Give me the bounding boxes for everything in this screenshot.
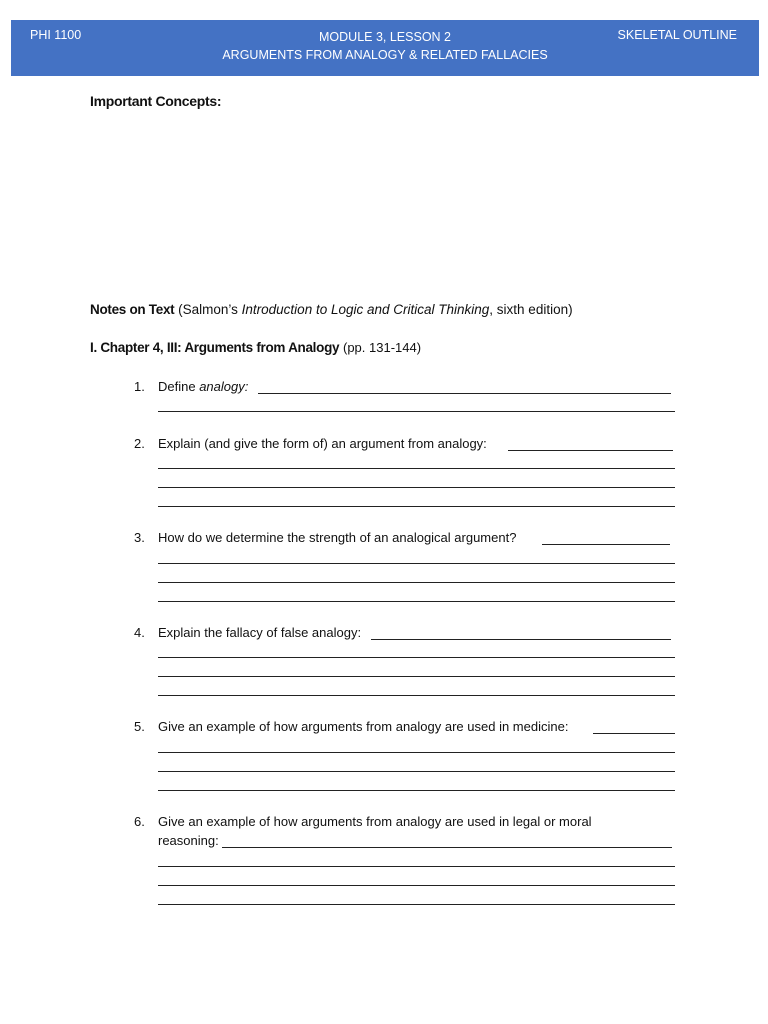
answer-line[interactable] <box>508 450 673 451</box>
question-number: 2. <box>134 436 145 451</box>
answer-line[interactable] <box>158 582 675 583</box>
question-number: 4. <box>134 625 145 640</box>
chapter-title: I. Chapter 4, III: Arguments from Analogy <box>90 340 340 355</box>
question-text: Define analogy: <box>158 379 249 394</box>
question-text: Give an example of how arguments from analogy are used in legal or moral <box>158 814 592 829</box>
book-title: Introduction to Logic and Critical Thinking <box>241 302 490 317</box>
chapter-heading <box>90 340 421 355</box>
answer-line[interactable] <box>158 657 675 658</box>
answer-line[interactable] <box>158 885 675 886</box>
notes-suffix: , sixth edition) <box>489 302 573 317</box>
answer-line[interactable] <box>158 866 675 867</box>
topic-label: ARGUMENTS FROM ANALOGY & RELATED FALLACIES <box>222 48 548 62</box>
answer-line[interactable] <box>158 676 675 677</box>
doc-type-label: SKELETAL OUTLINE <box>617 28 737 42</box>
answer-line[interactable] <box>258 393 671 394</box>
answer-line[interactable] <box>158 487 675 488</box>
question-number: 5. <box>134 719 145 734</box>
answer-line[interactable] <box>158 506 675 507</box>
question-text: Give an example of how arguments from analogy are used in medicine: <box>158 719 569 734</box>
important-concepts-heading: Important Concepts: <box>90 93 222 109</box>
answer-line[interactable] <box>222 847 672 848</box>
question-text: Explain the fallacy of false analogy: <box>158 625 362 640</box>
document-header <box>11 20 759 76</box>
answer-line[interactable] <box>158 695 675 696</box>
notes-on-text <box>90 302 573 317</box>
answer-line[interactable] <box>158 790 675 791</box>
answer-line[interactable] <box>158 752 675 753</box>
module-label: MODULE 3, LESSON 2 <box>319 30 451 44</box>
chapter-pages: (pp. 131-144) <box>343 340 422 355</box>
answer-line[interactable] <box>371 639 671 640</box>
answer-line[interactable] <box>158 411 675 412</box>
question-number: 1. <box>134 379 145 394</box>
answer-line[interactable] <box>158 563 675 564</box>
course-code: PHI 1100 <box>30 28 82 42</box>
answer-line[interactable] <box>542 544 670 545</box>
answer-line[interactable] <box>158 468 675 469</box>
question-text: How do we determine the strength of an analogical argument? <box>158 530 517 545</box>
answer-line[interactable] <box>593 733 675 734</box>
answer-line[interactable] <box>158 601 675 602</box>
question-text-continued: reasoning: <box>158 833 219 848</box>
answer-line[interactable] <box>158 771 675 772</box>
question-number: 6. <box>134 814 145 829</box>
question-text: Explain (and give the form of) an argument from analogy: <box>158 436 487 451</box>
notes-label: Notes on Text <box>90 302 175 317</box>
notes-prefix: (Salmon’s <box>178 302 242 317</box>
answer-line[interactable] <box>158 904 675 905</box>
question-number: 3. <box>134 530 145 545</box>
